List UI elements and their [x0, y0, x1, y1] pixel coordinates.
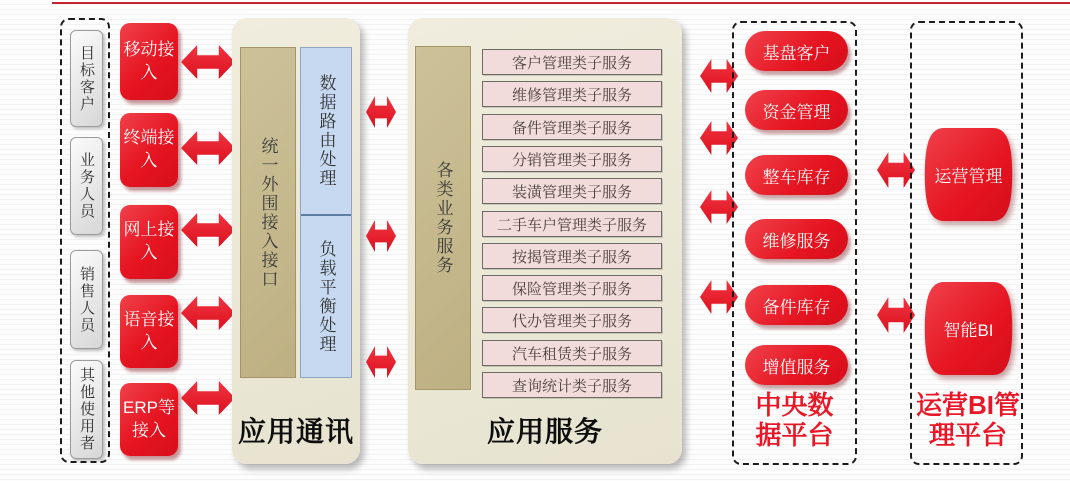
double-arrow-icon [366, 220, 396, 252]
service-row: 汽车租赁类子服务 [482, 340, 662, 366]
service-row: 保险管理类子服务 [482, 275, 662, 301]
service-row: 二手车户管理类子服务 [482, 211, 662, 237]
service-row: 按揭管理类子服务 [482, 243, 662, 269]
app-communication-title: 应用通讯 [237, 416, 354, 447]
bi-platform-title: 运营BI管理平台 [915, 389, 1020, 451]
central-data-platform-group [732, 21, 857, 465]
double-arrow-icon [181, 213, 235, 247]
top-divider-rule [52, 2, 1070, 4]
users-group [60, 18, 110, 463]
operations-management-node [922, 125, 1015, 224]
service-row: 查询统计类子服务 [482, 372, 662, 398]
access-channel-label: ERP等接入 [123, 397, 175, 440]
access-channel-label: 语音接入 [123, 309, 175, 352]
service-row: 代办管理类子服务 [482, 307, 662, 333]
double-arrow-icon [181, 381, 235, 415]
user-group-box [70, 30, 103, 127]
data-domain-pill: 维修服务 [745, 219, 848, 259]
user-group-label: 其他使用者 [78, 367, 95, 452]
double-arrow-icon [181, 296, 235, 330]
user-group-box [70, 137, 103, 235]
user-group-label: 业务人员 [78, 152, 95, 220]
processing-strip [300, 47, 352, 378]
access-channel-label: 网上接入 [123, 220, 175, 262]
access-channel-label: 终端接入 [123, 128, 175, 170]
access-channel-box [120, 383, 178, 456]
double-arrow-icon [181, 131, 235, 165]
load-balancing-box [301, 216, 351, 377]
user-group-box [70, 250, 103, 349]
service-row: 客户管理类子服务 [482, 49, 662, 75]
smart-bi-node [922, 279, 1015, 378]
unified-interface-strip [240, 47, 296, 378]
service-row: 维修管理类子服务 [482, 81, 662, 107]
business-services-strip [415, 46, 471, 390]
data-domain-pill: 资金管理 [745, 90, 848, 130]
access-channel-box [120, 113, 178, 187]
service-row: 装潢管理类子服务 [482, 178, 662, 204]
business-services-label: 各类业务服务 [433, 161, 453, 275]
data-domain-pill: 基盘客户 [745, 31, 848, 71]
access-channel-box [120, 205, 178, 279]
data-domain-pill: 整车库存 [745, 155, 848, 195]
access-channel-box [120, 23, 178, 100]
double-arrow-icon [366, 346, 396, 378]
user-group-label: 目标客户 [78, 44, 95, 113]
app-communication-panel [232, 18, 360, 464]
smart-bi-label: 智能BI [943, 321, 994, 340]
data-domain-pill: 备件库存 [745, 285, 848, 325]
service-row: 备件管理类子服务 [482, 114, 662, 140]
load-balancing-label: 负载平衡处理 [316, 239, 336, 354]
app-services-title: 应用服务 [486, 416, 603, 447]
access-channel-box [120, 295, 178, 368]
user-group-box [70, 360, 103, 459]
operations-management-label: 运营管理 [934, 167, 1003, 186]
service-row: 分销管理类子服务 [482, 146, 662, 172]
access-channel-label: 移动接入 [123, 39, 175, 82]
double-arrow-icon [181, 45, 235, 79]
data-routing-label: 数据路由处理 [316, 74, 336, 188]
data-domain-pill: 增值服务 [745, 345, 848, 385]
user-group-label: 销售人员 [78, 265, 95, 334]
double-arrow-icon [366, 96, 396, 128]
bi-platform-group [910, 21, 1023, 465]
data-routing-box [301, 48, 351, 216]
unified-interface-label: 统一外围接入接口 [258, 136, 278, 289]
central-data-platform-title: 中央数据平台 [755, 389, 834, 451]
app-services-panel [408, 18, 682, 464]
